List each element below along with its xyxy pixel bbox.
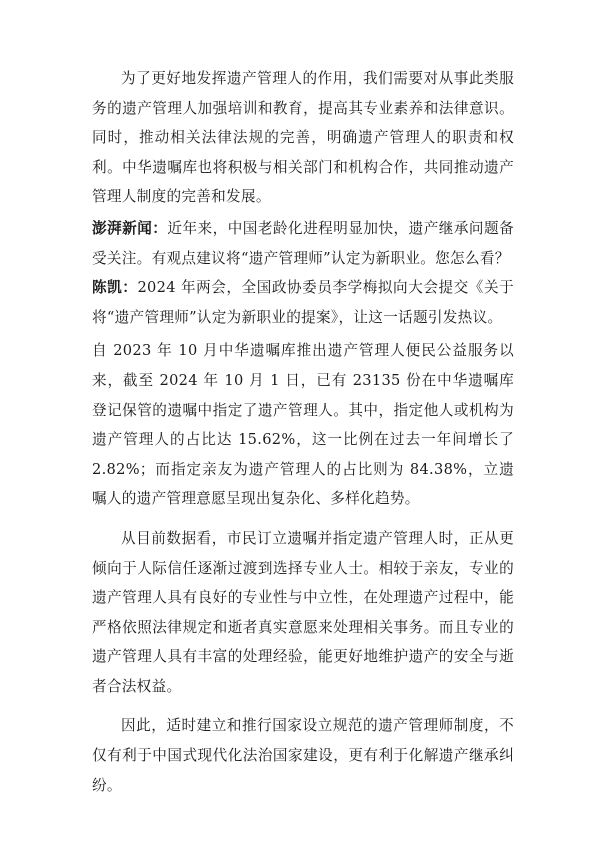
question-text: 近年来，中国老龄化进程明显加快，遗产继承问题备受关注。有观点建议将“遗产管理师”认定为新职业。您怎么看？: [92, 219, 514, 267]
answer-text: 2024 年两会，全国政协委员李学梅拟向大会提交《关于将“遗产管理师”认定为新职业的提案》，让这一话题引发热议。: [92, 279, 514, 326]
speaker-thepaper: 澎湃新闻：: [92, 219, 168, 237]
answer-paragraph: [92, 273, 514, 332]
paragraph-trend: 从目前数据看，市民订立遗嘱并指定遗产管理人时，正从更倾向于人际信任逐渐过渡到选择专业人士。相较于亲友，专业的遗产管理人具有良好的专业性与中立性，在处理遗产过程中，能严格依照法律规定和逝者真实意愿来处理相关事务。而且专业的遗产管理人具有丰富的处理经验，能更好地维护遗产的安全与逝者合法权益。: [92, 529, 514, 695]
paragraph-statistics: 自 2023 年 10 月中华遗嘱库推出遗产管理人便民公益服务以来，截至 2024 年 10 月 1 日，已有 23135 份在中华遗嘱库登记保管的遗嘱中指定了遗产管理人。其中，指定他人或机构为遗产管理人的占比达 15.62%，这一比例在过去一年间增长了 2.82%；而指定亲友为遗产管理人的占比则为 84.38%，立遗嘱人的遗产管理意愿呈现出复杂化、多样化趋势。: [92, 342, 514, 508]
paragraph-conclusion: 因此，适时建立和推行国家设立规范的遗产管理师制度，不仅有利于中国式现代化法治国家建设，更有利于化解遗产继承纠纷。: [92, 717, 514, 794]
question-paragraph: [92, 214, 514, 273]
document-page: [92, 64, 514, 800]
speaker-chenkai: 陈凯：: [92, 279, 138, 297]
paragraph-training: 为了更好地发挥遗产管理人的作用，我们需要对从事此类服务的遗产管理人加强培训和教育，提高其专业素养和法律意识。同时，推动相关法律法规的完善，明确遗产管理人的职责和权利。中华遗嘱库也将积极与相关部门和机构合作，共同推动遗产管理人制度的完善和发展。: [92, 70, 514, 206]
